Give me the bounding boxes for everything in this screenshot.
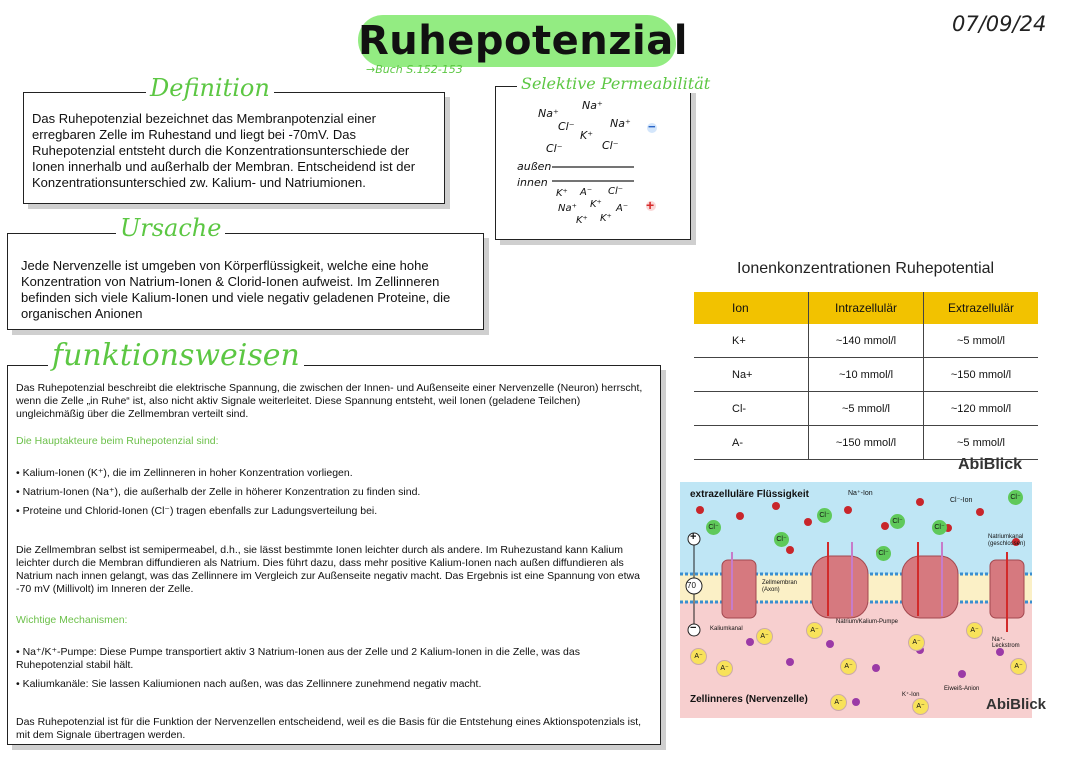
brand-logo-bottom: AbiBlick <box>986 696 1047 713</box>
funktionsweise-heading: funktionsweisen <box>48 338 304 373</box>
pump-label: Natrium/Kalium-Pumpe <box>836 619 899 625</box>
na-ion-icon <box>736 512 744 520</box>
anion-icon: A⁻ <box>908 634 925 651</box>
minus-label: − <box>690 622 697 634</box>
plus-sign: + <box>646 197 655 213</box>
selective-permeability-box <box>495 86 691 240</box>
outside-region-label: extrazelluläre Flüssigkeit <box>690 489 809 500</box>
cl-ion-label: Cl⁻-Ion <box>950 497 973 504</box>
ursache-heading: Ursache <box>116 214 225 242</box>
table-header-row <box>694 292 1038 324</box>
intro-paragraph: Das Ruhepotenzial beschreibt die elektrische Spannung, die zwischen der Innen- und Außenseite einer Nervenzelle (Neuron) herrscht, wenn die Zelle „in Ruhe“ ist, also nicht aktiv Signale weiterleitet. Diese Spannung entsteht, weil Ionen (geladene Teilchen) ungleichmäßig über die Zellmembran verteilt sind. <box>16 382 643 420</box>
outside-label: außen <box>517 160 552 173</box>
table-cell: ~150 mmol/l <box>924 358 1039 392</box>
ion-label: K⁺ <box>580 129 594 142</box>
membrane-diagram-svg <box>680 482 1032 718</box>
ion-label: K⁺ <box>590 199 602 210</box>
anion-icon: A⁻ <box>806 622 823 639</box>
k-channel-label: Kaliumkanal <box>710 626 743 632</box>
anion-icon: A⁻ <box>840 658 857 675</box>
ursache-text: Jede Nervenzelle ist umgeben von Körperflüssigkeit, welche eine hohe Konzentration von Natrium-Ionen & Clorid-Ionen aufweist. Im Zellinneren befinden sich viele Kalium-Ionen und viele negativ geladenen Proteine, die organischen Anionen <box>21 258 451 321</box>
cl-ion-icon: Cl⁻ <box>932 520 947 535</box>
anion-icon: A⁻ <box>716 660 733 677</box>
table-cell: K+ <box>694 324 809 358</box>
na-ion-icon <box>786 546 794 554</box>
mechanisms-heading: Wichtige Mechanismen: <box>16 614 128 626</box>
table-cell: ~140 mmol/l <box>809 324 924 358</box>
title-banner <box>358 15 688 67</box>
ion-label: Cl⁻ <box>558 120 575 133</box>
table-cell: ~5 mmol/l <box>809 392 924 426</box>
table-cell: Cl- <box>694 392 809 426</box>
ion-label: Cl⁻ <box>608 186 624 197</box>
table-header: Ion <box>694 292 809 324</box>
cl-ion-icon: Cl⁻ <box>817 508 832 523</box>
k-ion-label: K⁺-Ion <box>902 692 920 698</box>
na-ion-icon <box>976 508 984 516</box>
na-ion-icon <box>696 506 704 514</box>
brand-logo <box>958 456 1022 474</box>
pump-protein-2 <box>902 556 958 618</box>
table-title: Ionenkonzentrationen Ruhepotential <box>737 260 995 277</box>
table-cell: Na+ <box>694 358 809 392</box>
membrane-paragraph: Die Zellmembran selbst ist semipermeabel, d.h., sie lässt bestimmte Ionen leichter durch als andere. Im Ruhezustand kann Kalium leichter durch die Membran diffundieren als Natrium. Dies führt dazu, dass mehr positive Kalium-Ionen nach außen diffundieren als Natrium nach innen gelangt, was das Zellinnere im Vergleich zur Außenseite negativ macht. Das Ergebnis ist eine Spannung von etwa -70 mV (Millivolt) im Inneren der Zelle. <box>16 544 640 595</box>
ion-label: A⁻ <box>616 203 629 214</box>
table-row <box>694 392 1038 426</box>
minus-sign: − <box>648 119 656 134</box>
table-row <box>694 426 1038 460</box>
funktionsweise-box <box>7 365 661 745</box>
k-ion-icon <box>872 664 880 672</box>
cl-ion-icon: Cl⁻ <box>890 514 905 529</box>
ion-concentration-table <box>694 292 1038 460</box>
table-cell: ~5 mmol/l <box>924 324 1039 358</box>
k-ion-icon <box>852 698 860 706</box>
na-ion-icon <box>844 506 852 514</box>
ion-label: Na⁺ <box>538 107 559 120</box>
na-ion-icon <box>804 518 812 526</box>
k-ion-icon <box>958 670 966 678</box>
actor-item: • Kalium-Ionen (K⁺), die im Zellinneren in hoher Konzentration vorliegen. <box>16 467 353 479</box>
anion-icon: A⁻ <box>830 694 847 711</box>
table-cell: ~5 mmol/l <box>924 426 1039 460</box>
page-title: Ruhepotenzial <box>358 18 688 64</box>
anion-icon: A⁻ <box>912 698 929 715</box>
definition-heading: Definition <box>146 74 274 102</box>
definition-text: Das Ruhepotenzial bezeichnet das Membranpotenzial einer erregbaren Zelle im Ruhestand und liegt bei -70mV. Das Ruhepotenzial entsteht durch die Konzentrationsunterschiede der Ionen innerhalb und außerhalb der Membran. Entscheidend ist der Konzentrationsunterschied zw. Kalium- und Natriumionen. <box>32 111 416 190</box>
anion-icon: A⁻ <box>1010 658 1027 675</box>
ion-label: Cl⁻ <box>546 142 563 155</box>
source-note: →Buch S.152-153 <box>366 63 463 76</box>
anion-icon: A⁻ <box>690 648 707 665</box>
ion-label: Cl⁻ <box>602 139 619 152</box>
membrane-label: Zellmembran (Axon) <box>762 580 798 593</box>
table-row <box>694 358 1038 392</box>
na-ion-icon <box>916 498 924 506</box>
cl-ion-icon: Cl⁻ <box>706 520 721 535</box>
na-ion-label: Na⁺-Ion <box>848 490 873 497</box>
definition-box <box>23 92 445 204</box>
table-row <box>694 324 1038 358</box>
ion-label: K⁺ <box>556 188 568 199</box>
k-ion-icon <box>826 640 834 648</box>
na-ion-icon <box>772 502 780 510</box>
table-cell: ~120 mmol/l <box>924 392 1039 426</box>
table-header: Intrazellulär <box>809 292 924 324</box>
cl-ion-icon: Cl⁻ <box>774 532 789 547</box>
ion-label: Na⁺ <box>582 99 603 112</box>
ion-label: K⁺ <box>600 213 612 224</box>
conclusion-paragraph: Das Ruhepotenzial ist für die Funktion der Nervenzellen entscheidend, weil es die Basis für die Entstehung eines Aktionspotenzials ist, mit dem Signale übertragen werden. <box>16 716 642 741</box>
leak-label: Na⁺-Leckstrom <box>992 637 1020 649</box>
inside-region-label: Zellinneres (Nervenzelle) <box>690 694 808 705</box>
na-ion-icon <box>881 522 889 530</box>
ion-label: Na⁺ <box>558 203 577 214</box>
ion-label: Na⁺ <box>610 117 631 130</box>
table-cell: A- <box>694 426 809 460</box>
membrane-diagram <box>680 482 1047 718</box>
table-header: Extrazellulär <box>924 292 1039 324</box>
table-cell: ~10 mmol/l <box>809 358 924 392</box>
na-channel-label: Natriumkanal (geschlossen) <box>988 534 1026 547</box>
brand-text: AbiBlick <box>958 456 1023 473</box>
actor-item: • Natrium-Ionen (Na⁺), die außerhalb der Zelle in höherer Konzentration zu finden sind. <box>16 486 421 498</box>
selective-heading: Selektive Permeabilität <box>517 74 714 93</box>
voltage-label: 70 <box>687 581 696 590</box>
mechanism-item: • Na⁺/K⁺-Pumpe: Diese Pumpe transportiert aktiv 3 Natrium-Ionen aus der Zelle und 2 Kalium-Ionen in die Zelle, was das Ruhepotenzial stabil hält. <box>16 646 580 671</box>
actors-heading: Die Hauptakteure beim Ruhepotenzial sind: <box>16 435 219 447</box>
cl-ion-icon: Cl⁻ <box>876 546 891 561</box>
k-ion-icon <box>786 658 794 666</box>
k-ion-icon <box>996 648 1004 656</box>
ursache-box <box>7 233 484 330</box>
ion-label: K⁺ <box>576 215 588 226</box>
cl-ion-icon: Cl⁻ <box>1008 490 1023 505</box>
plus-label: + <box>690 531 697 543</box>
anion-icon: A⁻ <box>756 628 773 645</box>
potassium-channel <box>722 560 756 618</box>
protein-label: Eiweiß-Anion <box>944 686 980 692</box>
anion-icon: A⁻ <box>966 622 983 639</box>
inside-label: innen <box>517 176 548 189</box>
actor-item: • Proteine und Chlorid-Ionen (Cl⁻) tragen ebenfalls zur Ladungsverteilung bei. <box>16 505 378 517</box>
pump-protein <box>812 556 868 618</box>
k-ion-icon <box>746 638 754 646</box>
mechanism-item: • Kaliumkanäle: Sie lassen Kaliumionen nach außen, was das Zellinnere zunehmend negativ macht. <box>16 678 482 690</box>
ion-label: A⁻ <box>580 187 593 198</box>
table-cell: ~150 mmol/l <box>809 426 924 460</box>
date-label: 07/09/24 <box>952 12 1047 36</box>
